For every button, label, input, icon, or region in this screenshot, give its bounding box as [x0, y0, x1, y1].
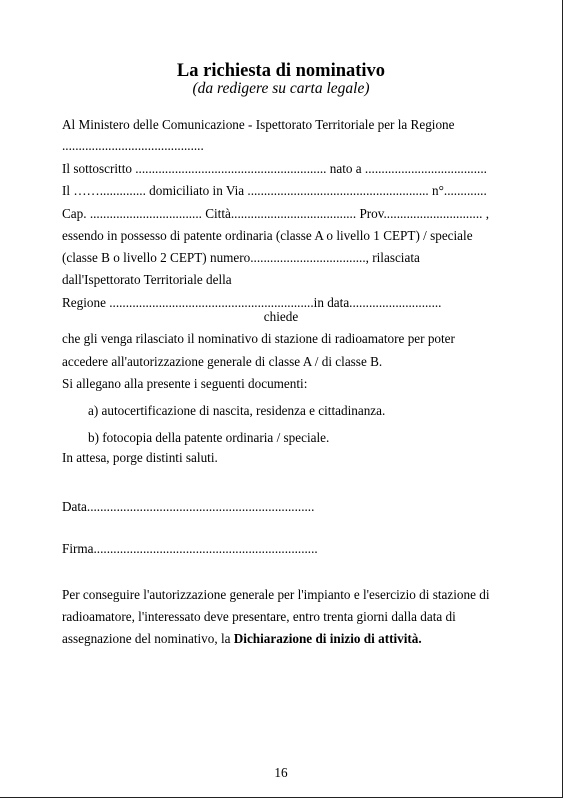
addressee-line: Al Ministero delle Comunicazione - Ispettorato Territoriale per la Regione [62, 117, 455, 132]
note-line-3 [62, 631, 422, 647]
applicant-city-line: Cap. .................................. Città...................................... Prov.............................. , [62, 206, 490, 221]
request-line-2: accedere all'autorizzazione generale di classe A / di classe B. [62, 354, 383, 369]
document-title: La richiesta di nominativo [176, 61, 386, 81]
applicant-name-line: Il sottoscritto .......................................................... nato a ..................................... [62, 161, 487, 176]
closing-greeting: In attesa, porge distinti saluti. [62, 450, 218, 465]
license-region-date-line: Regione ..............................................................in data............................ [62, 295, 442, 310]
request-verb: chiede [263, 309, 299, 324]
license-line-1: essendo in possesso di patente ordinaria (classe A o livello 1 CEPT) / speciale [62, 228, 473, 243]
attachments-intro: Si allegano alla presente i seguenti documenti: [62, 376, 308, 391]
addressee-region-blank: ........................................... [62, 138, 204, 153]
note-line-3-text: assegnazione del nominativo, la [62, 631, 234, 646]
note-bold-declaration: Dichiarazione di inizio di attività. [233, 631, 422, 646]
license-line-3: dall'Ispettorato Territoriale della [62, 272, 232, 287]
attachment-item-a: a) autocertificazione di nascita, residenza e cittadinanza. [88, 403, 386, 418]
page-number: 16 [274, 765, 288, 780]
date-field: Data..................................................................... [62, 499, 315, 514]
request-line-1: che gli venga rilasciato il nominativo di stazione di radioamatore per poter [62, 331, 455, 346]
signature-field: Firma.................................................................... [62, 541, 318, 556]
document-subtitle: (da redigere su carta legale) [192, 80, 370, 97]
attachment-item-b: b) fotocopia della patente ordinaria / speciale. [88, 430, 330, 445]
note-line-1: Per conseguire l'autorizzazione generale per l'impianto e l'esercizio di stazione di [62, 587, 490, 602]
license-line-2: (classe B o livello 2 CEPT) numero..................................., rilasciata [62, 250, 420, 265]
note-line-2: radioamatore, l'interessato deve presentare, entro trenta giorni dalla data di [62, 609, 456, 624]
applicant-address-line: Il …….............. domiciliato in Via ....................................................... n°............. [62, 183, 487, 198]
